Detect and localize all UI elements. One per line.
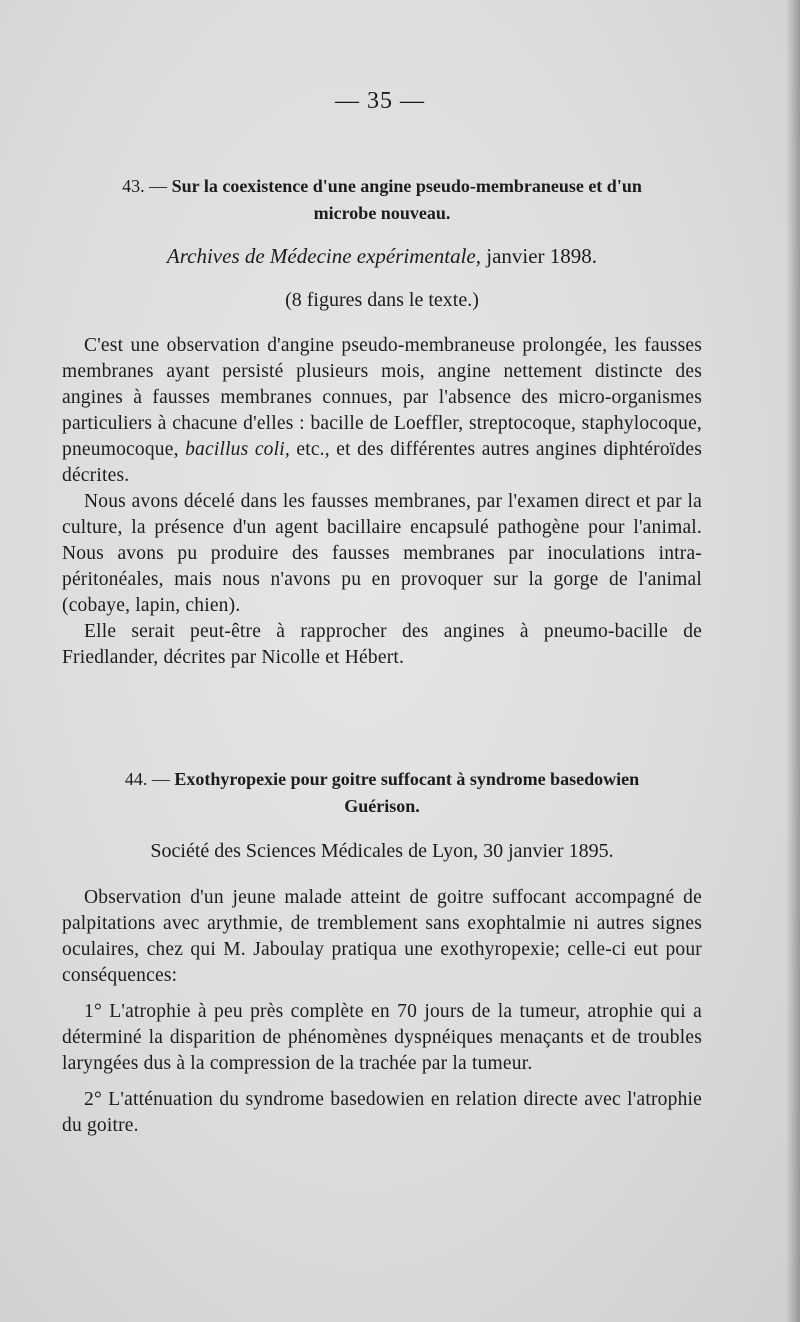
paragraph-text: C'est une observation d'angine pseudo-membraneuse prolongée, les fausses membranes ayant persisté plusieurs mois, angine nettement distincte des angines à fausses membranes connues, par l'absence des micro-organismes particuliers à chacune d'elles : bacille de Loeffler, streptocoque, staphylocoque, pneumocoque, [62,335,702,460]
section-43-title-line1: Sur la coexistence d'une angine pseudo-membraneuse et d'un [171,176,642,196]
section-43 [62,173,702,671]
section-44-title [62,766,702,820]
section-43-note: (8 figures dans le texte.) [285,289,479,311]
section-43-journal: Archives de Médecine expérimentale, [166,244,481,268]
section-44-paragraph: 1° L'atrophie à peu près complète en 70 jours de la tumeur, atrophie qui a déterminé la disparition de phénomènes dyspnéiques menaçants et de troubles laryngées dus à la compression de la trachée par la tumeur. [62,1001,702,1074]
section-43-source [62,244,702,269]
section-44-body [62,885,702,1139]
section-43-number: 43. — [122,176,168,196]
page-edge-shadow [786,0,800,1322]
section-44-title-line1: Exothyropexie pour goitre suffocant à syndrome basedowien [174,769,640,789]
section-44 [62,766,702,1139]
section-43-paragraph: Elle serait peut-être à rapprocher des angines à pneumo-bacille de Friedlander, décrites par Nicolle et Hébert. [62,621,702,668]
section-43-body [62,333,702,671]
page-number: — 35 — [335,88,425,114]
section-44-paragraph: Observation d'un jeune malade atteint de goitre suffocant accompagné de palpitations avec arythmie, de tremblement sans exophtalmie ni autres signes oculaires, chez qui M. Jaboulay pratiqua une exothyropexie; celle-ci eut pour conséquences: [62,887,702,986]
section-43-title-line2: microbe nouveau. [313,203,451,223]
section-43-paragraph [62,333,702,489]
section-44-paragraph: 2° L'atténuation du syndrome basedowien en relation directe avec l'atrophie du goitre. [62,1089,702,1136]
section-44-number: 44. — [124,769,170,789]
section-44-title-line2: Guérison. [344,796,420,816]
section-43-title [62,173,702,227]
section-43-date: janvier 1898. [486,244,598,268]
paragraph-text: etc., et des différentes autres angines diphtéroïdes décrites. [62,439,703,486]
paragraph-italic-text: bacillus coli, [185,439,290,460]
section-44-source: Société des Sciences Médicales de Lyon, 30 janvier 1895. [150,840,614,862]
section-43-paragraph: Nous avons décelé dans les fausses membranes, par l'examen direct et par la culture, la présence d'un agent bacillaire encapsulé pathogène pour l'animal. Nous avons pu produire des fausses membranes par inoculations intra-péritonéales, mais nous n'avons pu en provoquer sur la gorge de l'animal (cobaye, lapin, chien). [62,491,702,616]
